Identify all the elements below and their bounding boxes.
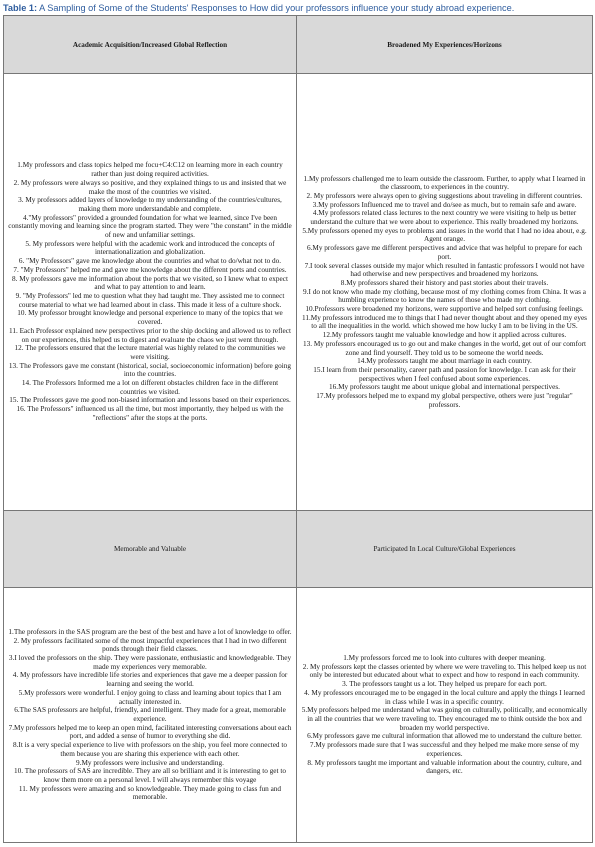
response-item: 13. The Professors gave me constant (historical, social, socioeconomic information) before going into the countries.: [8, 361, 292, 379]
response-item: 16. The Professors" influenced us all the time, but most importantly, they helped us with the "reflections" after the stops at the ports.: [16, 405, 284, 422]
response-item: 11. My professors were amazing and so knowledgeable. They made going to class fun and memorable.: [18, 784, 282, 802]
response-item: 13. My professors encouraged us to go out and make changes in the world, get out of our comfort zone and find yourself. They told us to be someone the world needs.: [302, 339, 587, 357]
response-item: 9. "My Professors" led me to question what they had taught me. They assisted me to connect course material to what we had learned about in class. This made it less of a culture shock.: [15, 292, 285, 309]
response-item: 2. My professors were always so positive, and they explained things to us and insisted that we make the most of the countries we visited.: [13, 178, 287, 196]
response-item: 11.My professors introduced me to things that I had never thought about and they opened my eyes to all the inequalities in the world. which showed me how lucky I am to be living in the US.: [301, 313, 588, 331]
response-item: 6. "My Professors" gave me knowledge about the countries and what to do/what not to do.: [18, 257, 282, 266]
response-item: 14. The Professors Informed me a lot on different obstacles children face in the different countries we visited.: [21, 379, 279, 396]
response-item: 16.My professors taught me about unique global and international perspectives.: [329, 383, 560, 392]
response-item: 2. My professors kept the classes oriented by where we were traveling to. This helped keep us not only be interested but educated about what to expect and how to respond in each community.: [302, 662, 587, 680]
response-item: 1.My professors and class topics helped me focu+C4:C12 on learning more in each country rather than just doing required activities.: [17, 161, 283, 179]
response-item: 6.The SAS professors are helpful, friendly, and intelligent. They made for a great, memorable experience.: [14, 706, 286, 723]
response-item: 3.My professors Influenced me to travel and do/see as much, but to remain safe and aware.: [312, 200, 577, 209]
response-item: 4.My professors related class lectures to the next country we were visiting to help us better understand the culture that we were about to experience. This really broadened my horizons.: [310, 209, 579, 227]
cell-academic: [4, 74, 297, 511]
response-item: 5.My professors helped me understand what was going on culturally, politically, and economically in all the countries that we were traveling to. They encouraged me to think outside the box and broaden my world perspective.: [301, 706, 588, 732]
responses-table: [3, 15, 593, 843]
response-item: 6.My professors gave me cultural information that allowed me to understand the culture better.: [307, 732, 582, 741]
response-item: 7. "My Professors" helped me and gave me knowledge about the different ports and countries.: [13, 265, 287, 274]
response-item: 11. Each Professor explained new perspectives prior to the ship docking and allowed us to reflect on our experiences, this helped us to digest and evaluate the chaos we just went through.: [9, 326, 291, 344]
list-broadened: [297, 175, 592, 410]
response-item: 5. My professors were helpful with the academic work and introduced the concepts of internationalization and globalization.: [25, 239, 275, 257]
header-broadened: Broadened My Experiences/Horizons: [297, 16, 592, 74]
response-item: 3.I loved the professors on the ship. They were passionate, enthusiastic and knowledgeable. They made my experiences very memorable.: [8, 654, 292, 671]
response-item: 9.I do not know who made my clothing, because most of my clothing comes from China. It was a humbling experience to know the names of those who made my clothing.: [303, 287, 586, 305]
list-local-culture: [297, 654, 592, 776]
response-item: 15. The Professors gave me good non-biased information and lessons based on their experiences.: [9, 396, 291, 405]
list-academic: [4, 161, 296, 422]
response-item: 10.Professors were broadened my horizons, were supportive and helped sort confusing feelings.: [305, 305, 584, 314]
response-item: 14.My professors taught me about marriage in each country.: [357, 357, 532, 366]
header-memorable: Memorable and Valuable: [4, 511, 297, 588]
response-item: 4."My professors" provided a grounded foundation for what we learned, since I've been constantly moving and learning since the program started. They were "the constant" in the middle of new and unfamiliar settings.: [8, 213, 292, 240]
response-item: 10. The professors of SAS are incredible. They are all so brilliant and it is interesting to get to know them more on a personal level. I will always remember this voyage: [14, 767, 286, 784]
response-item: 1.The professors in the SAS program are the best of the best and have a lot of knowledge to offer.: [8, 627, 292, 636]
response-item: 8. My professors taught me important and valuable information about the country, culture, and dangers, etc.: [307, 758, 582, 776]
header-academic: Academic Acquisition/Increased Global Reflection: [4, 16, 297, 74]
response-item: 10. My professor brought knowledge and personal experience to many of the topics that we covered.: [17, 309, 283, 327]
response-item: 7.My professors made sure that I was successful and they helped me make more sense of my experiences.: [309, 741, 580, 758]
response-item: 2. My professors were always open to giving suggestions about traveling in different countries.: [306, 191, 583, 200]
list-memorable: [4, 628, 296, 802]
response-item: 7.My professors helped me to keep an open mind, facilitated interesting conversations about each port, and added a sense of humor to everything she did.: [8, 723, 292, 741]
caption-text: A Sampling of Some of the Students' Responses to How did your professors influence your study abroad experience.: [39, 3, 515, 13]
response-item: 3. The professors taught us a lot. They helped us prepare for each port.: [342, 680, 547, 689]
response-item: 9.My professors were inclusive and understanding.: [76, 758, 224, 767]
response-item: 8.It is a very special experience to live with professors on the ship, you feel more connected to them because you are sharing this experience with each other.: [12, 741, 287, 758]
response-item: 8. My professors gave me information about the ports that we visited, so I knew what to expect and what to pay attention to and learn.: [11, 274, 289, 292]
response-item: 1.My professors forced me to look into cultures with deeper meaning.: [343, 654, 546, 663]
table-caption: [3, 2, 592, 14]
response-item: 17.My professors helped me to expand my global perspective, others were just "regular" professors.: [316, 392, 573, 409]
response-item: 8.My professors shared their history and past stories about their travels.: [340, 278, 549, 287]
response-item: 3. My professors added layers of knowledge to my understanding of the countries/cultures, making them more understandable and complete.: [18, 196, 282, 213]
response-item: 1.My professors challenged me to learn outside the classroom. Further, to apply what I learned in the classroom, to experiences in the country.: [303, 174, 586, 192]
response-item: 5.My professors opened my eyes to problems and issues in the world that I had no idea about, e.g. Agent orange.: [302, 226, 587, 244]
response-item: 12.My professors taught me valuable knowledge and how it applied across cultures.: [322, 331, 567, 340]
cell-local-culture: [297, 588, 592, 842]
response-item: 4. My professors encouraged me to be engaged in the local culture and apply the things I learned in class while I was in a specific country.: [304, 688, 585, 706]
response-item: 7.I took several classes outside my major which resulted in fantastic professors I would not have had otherwise and new perspectives and broadened my horizons.: [304, 261, 585, 279]
response-item: 2. My professors facilitated some of the most impactful experiences that I had in two different ponds through their field classes.: [13, 636, 287, 654]
response-item: 6.My professors gave me different perspectives and advice that was helpful to prepare for each port.: [306, 244, 583, 261]
cell-broadened: [297, 74, 592, 511]
response-item: 15.I learn from their personality, career path and passion for knowledge. I can ask for their perspectives when I feel confused about some experiences.: [313, 365, 576, 383]
cell-memorable: [4, 588, 297, 842]
response-item: 4. My professors have incredible life stories and experiences that gave me a deeper passion for learning and seeing the world.: [12, 671, 288, 689]
header-local-culture: Participated In Local Culture/Global Experiences: [297, 511, 592, 588]
response-item: 12. The professors ensured that the lecture material was highly related to the communities we were visiting.: [14, 344, 286, 361]
response-item: 5.My professors were wonderful. I enjoy going to class and learning about topics that I am actually interested in.: [18, 688, 282, 706]
caption-label: Table 1:: [3, 3, 38, 13]
